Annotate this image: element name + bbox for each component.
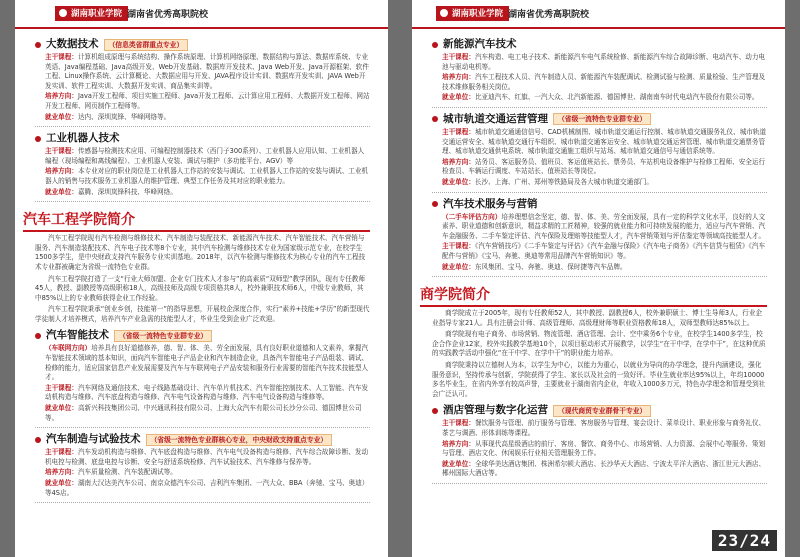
major-detail-row	[35, 404, 370, 423]
detail-label: 主干课程：	[45, 448, 78, 457]
detail-text: 从事现代高星级酒店的前厅、客房、餐饮、商务中心、市场营销、人力资源、会展中心等服务、策划与管理、酒店文化、休闲娱乐行业相关管理服务工作。	[442, 439, 766, 458]
detail-label: （二手车评估方向）	[442, 212, 502, 221]
header-rule	[15, 27, 388, 29]
detail-text: 站务员、客运服务员、值班员、客运值班站长、票务员、车站机电设备维护与检修工程师、安全运行检查员、车辆运行调度、车站站长、值班站长等岗位。	[442, 157, 766, 176]
detail-text: 计算机组成原理与系统结构、操作系统原理、计算机网络原理、数据结构与算法、数据库系统、专业英语、Java编程基础、Java高级开发、Web开发基础、数据库开发技术、Java Web开发、Java开源框架、软件工程、Linux操作系统、云计算概论、大数据应用与开发、JAVA程序设计实训、数据库开发实训、JAVA Web开发实训、软件工程实训、大数据开发实训、商品集实训等。	[45, 53, 369, 90]
major-detail-row	[432, 158, 767, 177]
bullet-icon	[432, 201, 438, 207]
major-block	[432, 112, 767, 193]
detail-label: 培养方向：	[45, 468, 78, 477]
detail-label: 主干课程：	[442, 127, 475, 136]
detail-label: 主干课程：	[442, 53, 475, 61]
detail-text: 汽车工程技术人员、汽车制造人员、新能源汽车装配调试、检测试验与检测、质量检验、生产管理及技术维修服务相关岗位。	[442, 73, 766, 91]
page-header	[15, 0, 388, 32]
major-detail-row	[35, 147, 370, 166]
college-intro-paragraph: 商学院现有电子商务、市场营销、物流管理、酒店管理、会计、空中乘务6个专业，在校学生1400多学生，校企合作企业12家，校外实践教学基地10个，以项目驱动形式开展教学，以学生“在干中学，在学中干”，在这种优质的实践教学活动中强化“在干中学、在学中干”的职业能力培养。	[432, 330, 766, 358]
divider	[432, 483, 767, 484]
major-block	[35, 328, 370, 428]
college-intro-paragraph: 商学院秉持以立德树人为本，以学生为中心，以能力为重心，以就业为导向的办学理念，提升内涵建设，强化服务意识，坚持传承与创新，学院获得了学生、家长以及社会的一致好评。毕业生就业率达95%以上，年均10000多名毕业生，在省内外享有较高声誉，主要就业于湖南省内企业，年收入1000多万元，特色办学理念和管理受到社会广泛认可。	[432, 361, 766, 398]
major-detail-row	[35, 468, 370, 478]
major-block	[432, 197, 767, 278]
major-detail-row	[432, 128, 767, 157]
detail-text: 《汽车营销技巧》《二手车鉴定与评估》《汽车金融与保险》《汽车电子商务》《汽车信贷与租赁》《汽车配件与营销》《宝马、奔驰、奥迪等常用品牌汽车营销知识》等。	[442, 242, 766, 260]
major-detail-row	[35, 113, 370, 123]
major-detail-row	[35, 92, 370, 111]
bullet-icon	[432, 42, 438, 48]
major-detail-row	[35, 167, 370, 186]
page-header	[412, 0, 785, 32]
detail-label: 就业单位：	[442, 262, 475, 271]
divider	[35, 502, 370, 503]
major-title	[432, 197, 767, 212]
detail-label: 就业单位：	[45, 404, 78, 413]
detail-text: 餐饮服务与管理、前厅服务与管理、客房服务与管理、宴会设计、菜单设计、职业形象与商务礼仪、茶艺与调酒、形体训练等课程。	[442, 419, 766, 438]
detail-label: 培养方向：	[442, 439, 475, 448]
major-tag: （省级一流特色专业群专业）	[114, 330, 212, 342]
major-detail-row	[432, 73, 767, 92]
college-intro-paragraph: 汽车工程学院秉承“创业乡创，技能第一”的指导思想，开展校企深度合作，实行“素养+技能+学历”的新型现代学徒制人才培养模式，培养汽车产业急需的技能型人才，毕业生受到企业广泛欢迎。	[35, 305, 370, 323]
header-rule	[412, 27, 785, 29]
detail-text: 嘉腾、深圳岚锋科技、华峰网络。	[77, 187, 177, 196]
major-name: 汽车技术服务与营销	[443, 197, 538, 210]
major-detail-row	[432, 242, 767, 261]
college-intro-paragraph: 商学院成立于2005年，现有专任教师52人，其中教授、副教授6人，校外兼职硕士、博士生导师3人，行业企业指导专家21人。具有注册会计师、高级管理师、高级理财师等职业资格教师18人，双师型教师达85%以上。	[432, 309, 763, 327]
major-title	[35, 328, 370, 343]
divider	[432, 107, 767, 108]
detail-label: （车联网方向）	[45, 344, 92, 353]
left-content	[23, 33, 370, 557]
major-name: 汽车智能技术	[46, 329, 109, 342]
college-intro-paragraph: 汽车工程学院打造了一支“行业大师加盟、企业专门技术人才参与”的高素质“双师型”教学团队，现有专任教师45人，教授、副教授等高级职称18人，高级技师及高级专项资格共8人，校外兼职技术师6人，中级专业教师，其中85%以上的专业教师获得企业工作经验。	[35, 274, 365, 302]
major-detail-row	[35, 53, 370, 91]
divider	[432, 276, 767, 277]
right-content	[420, 33, 767, 557]
detail-label: 就业单位：	[442, 177, 475, 186]
bullet-icon	[35, 42, 41, 48]
school-name: 湖南省优秀高职院校	[508, 10, 590, 20]
bullet-icon	[432, 408, 438, 414]
major-title	[432, 403, 767, 418]
detail-text: Java开发工程师、项目实施工程师、Java开发工程师、云计算应用工程师、大数据开发工程师、网站开发工程师、网页制作工程师等。	[45, 92, 370, 110]
major-name: 工业机器人技术	[46, 132, 120, 145]
major-detail-row	[432, 213, 767, 242]
detail-text: 比亚迪汽车、红旗、一汽大众、北汽新能源、德国博世、湖南南车时代电动汽车股份有限公司等。	[474, 93, 759, 102]
school-logo: 湖南职业学院	[436, 6, 509, 21]
detail-label: 就业单位：	[45, 112, 78, 121]
detail-label: 培养方向：	[45, 167, 78, 176]
major-title	[432, 37, 767, 52]
major-block	[35, 131, 370, 202]
detail-label: 就业单位：	[442, 459, 475, 468]
detail-text: 汽车质量检测、汽车装配调试等。	[77, 468, 177, 477]
detail-text: 传感器与检测技术应用、可编程控制器技术（西门子300系列）、工业机器人应用认知、工业机器人编程（现场编程和离线编程）、工业机器人安装、调试与维护（多功能平台、AGV）等	[45, 147, 365, 165]
major-title	[35, 37, 370, 52]
major-title	[35, 131, 370, 146]
major-detail-row	[35, 344, 370, 382]
major-name: 新能源汽车技术	[443, 38, 517, 50]
detail-label: 主干课程：	[442, 242, 475, 251]
college-intro-title: 商学院简介	[420, 286, 767, 307]
detail-label: 培养方向：	[45, 92, 78, 101]
right-page	[412, 0, 785, 557]
detail-text: 全球华美达酒店集团、株洲希尔顿大酒店、长沙华天大酒店、宁波太平洋大酒店、浙江世元大酒店、郴州国际大酒店等。	[442, 459, 766, 478]
bullet-icon	[35, 136, 41, 142]
major-name: 酒店管理与数字化运营	[443, 404, 548, 417]
college-intro-paragraph: 汽车工程学院现有汽车检测与维修技术、汽车制造与装配技术、新能源汽车技术、汽车智能技术、汽车营销与服务、汽车制造装配技术、汽车电子技术等8个专业，其中汽车检测与维修技术专业为国家级示范专业，在校学生1500多学生，是中央财政支持汽车服务专业实训基地。2018年，以汽车检测与维修技术为核心专业的汽车工程技术专业群被确定为省级一流特色专业群。	[35, 234, 366, 271]
college-intro-title: 汽车工程学院简介	[23, 211, 370, 232]
detail-text: 汽车网络及通信技术、电子线路基础设计、汽车单片机技术、汽车智能控制技术、人工智能、汽车发动机构造与维修、汽车底盘构造与维修、汽车电气设备构造与维修、汽车电气设备构造与维修等。	[45, 383, 369, 402]
detail-text: 长沙、上海、广州、郑州等铁路局及各大城市轨道交通部门。	[474, 177, 653, 186]
major-detail-row	[432, 263, 767, 273]
page-number: 23/24	[712, 530, 777, 551]
detail-label: 主干课程：	[45, 53, 78, 61]
detail-label: 主干课程：	[45, 147, 78, 156]
major-block	[35, 432, 370, 503]
detail-text: 城市轨道交通通信信号、CAD机械制图、城市轨道交通运行控制、城市轨道交通服务礼仪、城市轨道交通运营安全、城市轨道交通行车组织、城市轨道交通客运安全、城市轨道交通运营管理、城市轨道交通票务管理、城市轨道交通供电系统、城市轨道交通施工组织与站场、城市轨道交通信号与通信系统等。	[442, 127, 767, 156]
school-logo: 湖南职业学院	[55, 6, 128, 21]
major-detail-row	[432, 419, 767, 438]
major-detail-row	[432, 93, 767, 103]
detail-text: 湖南大汉达美汽车公司、南京众德汽车公司、吉利汽车集团、一汽大众、BBA（奔驰、宝马、奥迪）等4S店。	[45, 479, 369, 497]
major-title	[432, 112, 767, 127]
divider	[35, 427, 370, 428]
school-name: 湖南省优秀高职院校	[127, 10, 209, 20]
detail-label: 就业单位：	[45, 479, 78, 487]
major-tag: （省级一流特色专业群专业）	[553, 113, 651, 125]
detail-text: 本专业对应的职业岗位是工业机器人工作站的安装与调试、工业机器人工作站的安装与调试、工业机器人的销售与技术服务工业机器人的维护管理、典型工作任务及其对应的职业能力。	[45, 167, 369, 185]
major-name: 汽车制造与试验技术	[46, 433, 141, 446]
detail-text: 培养理想信念坚定，德、智、体、美、劳全面发展，具有一定的科学文化水平，良好的人文素养、职业道德和创新意识，精益求精的工匠精神，较强的就业能力和可持续发展的能力，适应与汽车营销、汽车金融服务、二手车鉴定评估、汽车保险及理赔等技能型人才，汽车营销策划与评估鉴定等领域高技能型人才。	[442, 212, 766, 240]
major-detail-row	[432, 178, 767, 188]
major-detail-row	[35, 479, 370, 498]
detail-label: 培养方向：	[442, 157, 475, 166]
detail-text: 汽车发动机构造与维修、汽车底盘构造与维修、汽车电气设备构造与维修、汽车综合故障诊断、发动机电控与检测、底盘电控与诊断、安全与舒适系统检修、汽车试验技术、汽车维修与保养等。	[45, 448, 369, 466]
left-page	[15, 0, 388, 557]
bullet-icon	[35, 333, 41, 339]
divider	[35, 201, 370, 202]
divider	[35, 126, 370, 127]
detail-label: 就业单位：	[442, 93, 475, 102]
detail-label: 培养方向：	[442, 73, 475, 82]
major-detail-row	[35, 384, 370, 403]
detail-text: 东风集团、宝马、奔驰、奥迪、保时捷等汽车品牌。	[474, 262, 627, 271]
major-name: 城市轨道交通运营管理	[443, 112, 548, 125]
major-block	[35, 37, 370, 127]
detail-text: 达内、深圳岚锋、华峰网络等。	[77, 112, 171, 121]
major-detail-row	[432, 460, 767, 479]
detail-label: 主干课程：	[442, 419, 475, 428]
major-detail-row	[35, 188, 370, 198]
major-block	[432, 37, 767, 108]
detail-text: 汽车构造、电工电子技术、新能源汽车电气系统检修、新能源汽车综合故障诊断、电动汽车、动力电池与驱动电机等。	[442, 53, 766, 71]
major-detail-row	[432, 53, 767, 72]
bullet-icon	[432, 116, 438, 122]
major-title	[35, 432, 370, 447]
major-tag: （省级一流特色专业群核心专业，中央财政支持重点专业）	[146, 434, 333, 446]
detail-text: 培养具有良好道德修养，德、智、体、美、劳全面发展，具有良好职业道德和人文素养，掌握汽车智能技术领域的基本知识，面向汽车智能电子产品企业和汽车制造企业，具备汽车智能电子产品组装、调试、检修的能力，适应国家信息产业发展需要及汽车与车联网电子产品安装和服务行业需要的智能汽车技术技能型人才。	[45, 344, 369, 382]
divider	[432, 192, 767, 193]
detail-label: 就业单位：	[45, 187, 78, 196]
major-detail-row	[432, 440, 767, 459]
major-tag: （现代商贸专业群骨干专业）	[553, 405, 651, 417]
major-name: 大数据技术	[46, 38, 99, 50]
major-block	[432, 403, 767, 484]
detail-text: 高新兴科技集团公司、中兴通讯科技有限公司、上海大众汽车有限公司长沙分公司、德国博世公司等。	[45, 404, 362, 422]
major-tag: （信息类省群重点专业）	[104, 39, 189, 51]
detail-label: 主干课程：	[45, 383, 78, 392]
major-detail-row	[35, 448, 370, 467]
bullet-icon	[35, 437, 41, 443]
